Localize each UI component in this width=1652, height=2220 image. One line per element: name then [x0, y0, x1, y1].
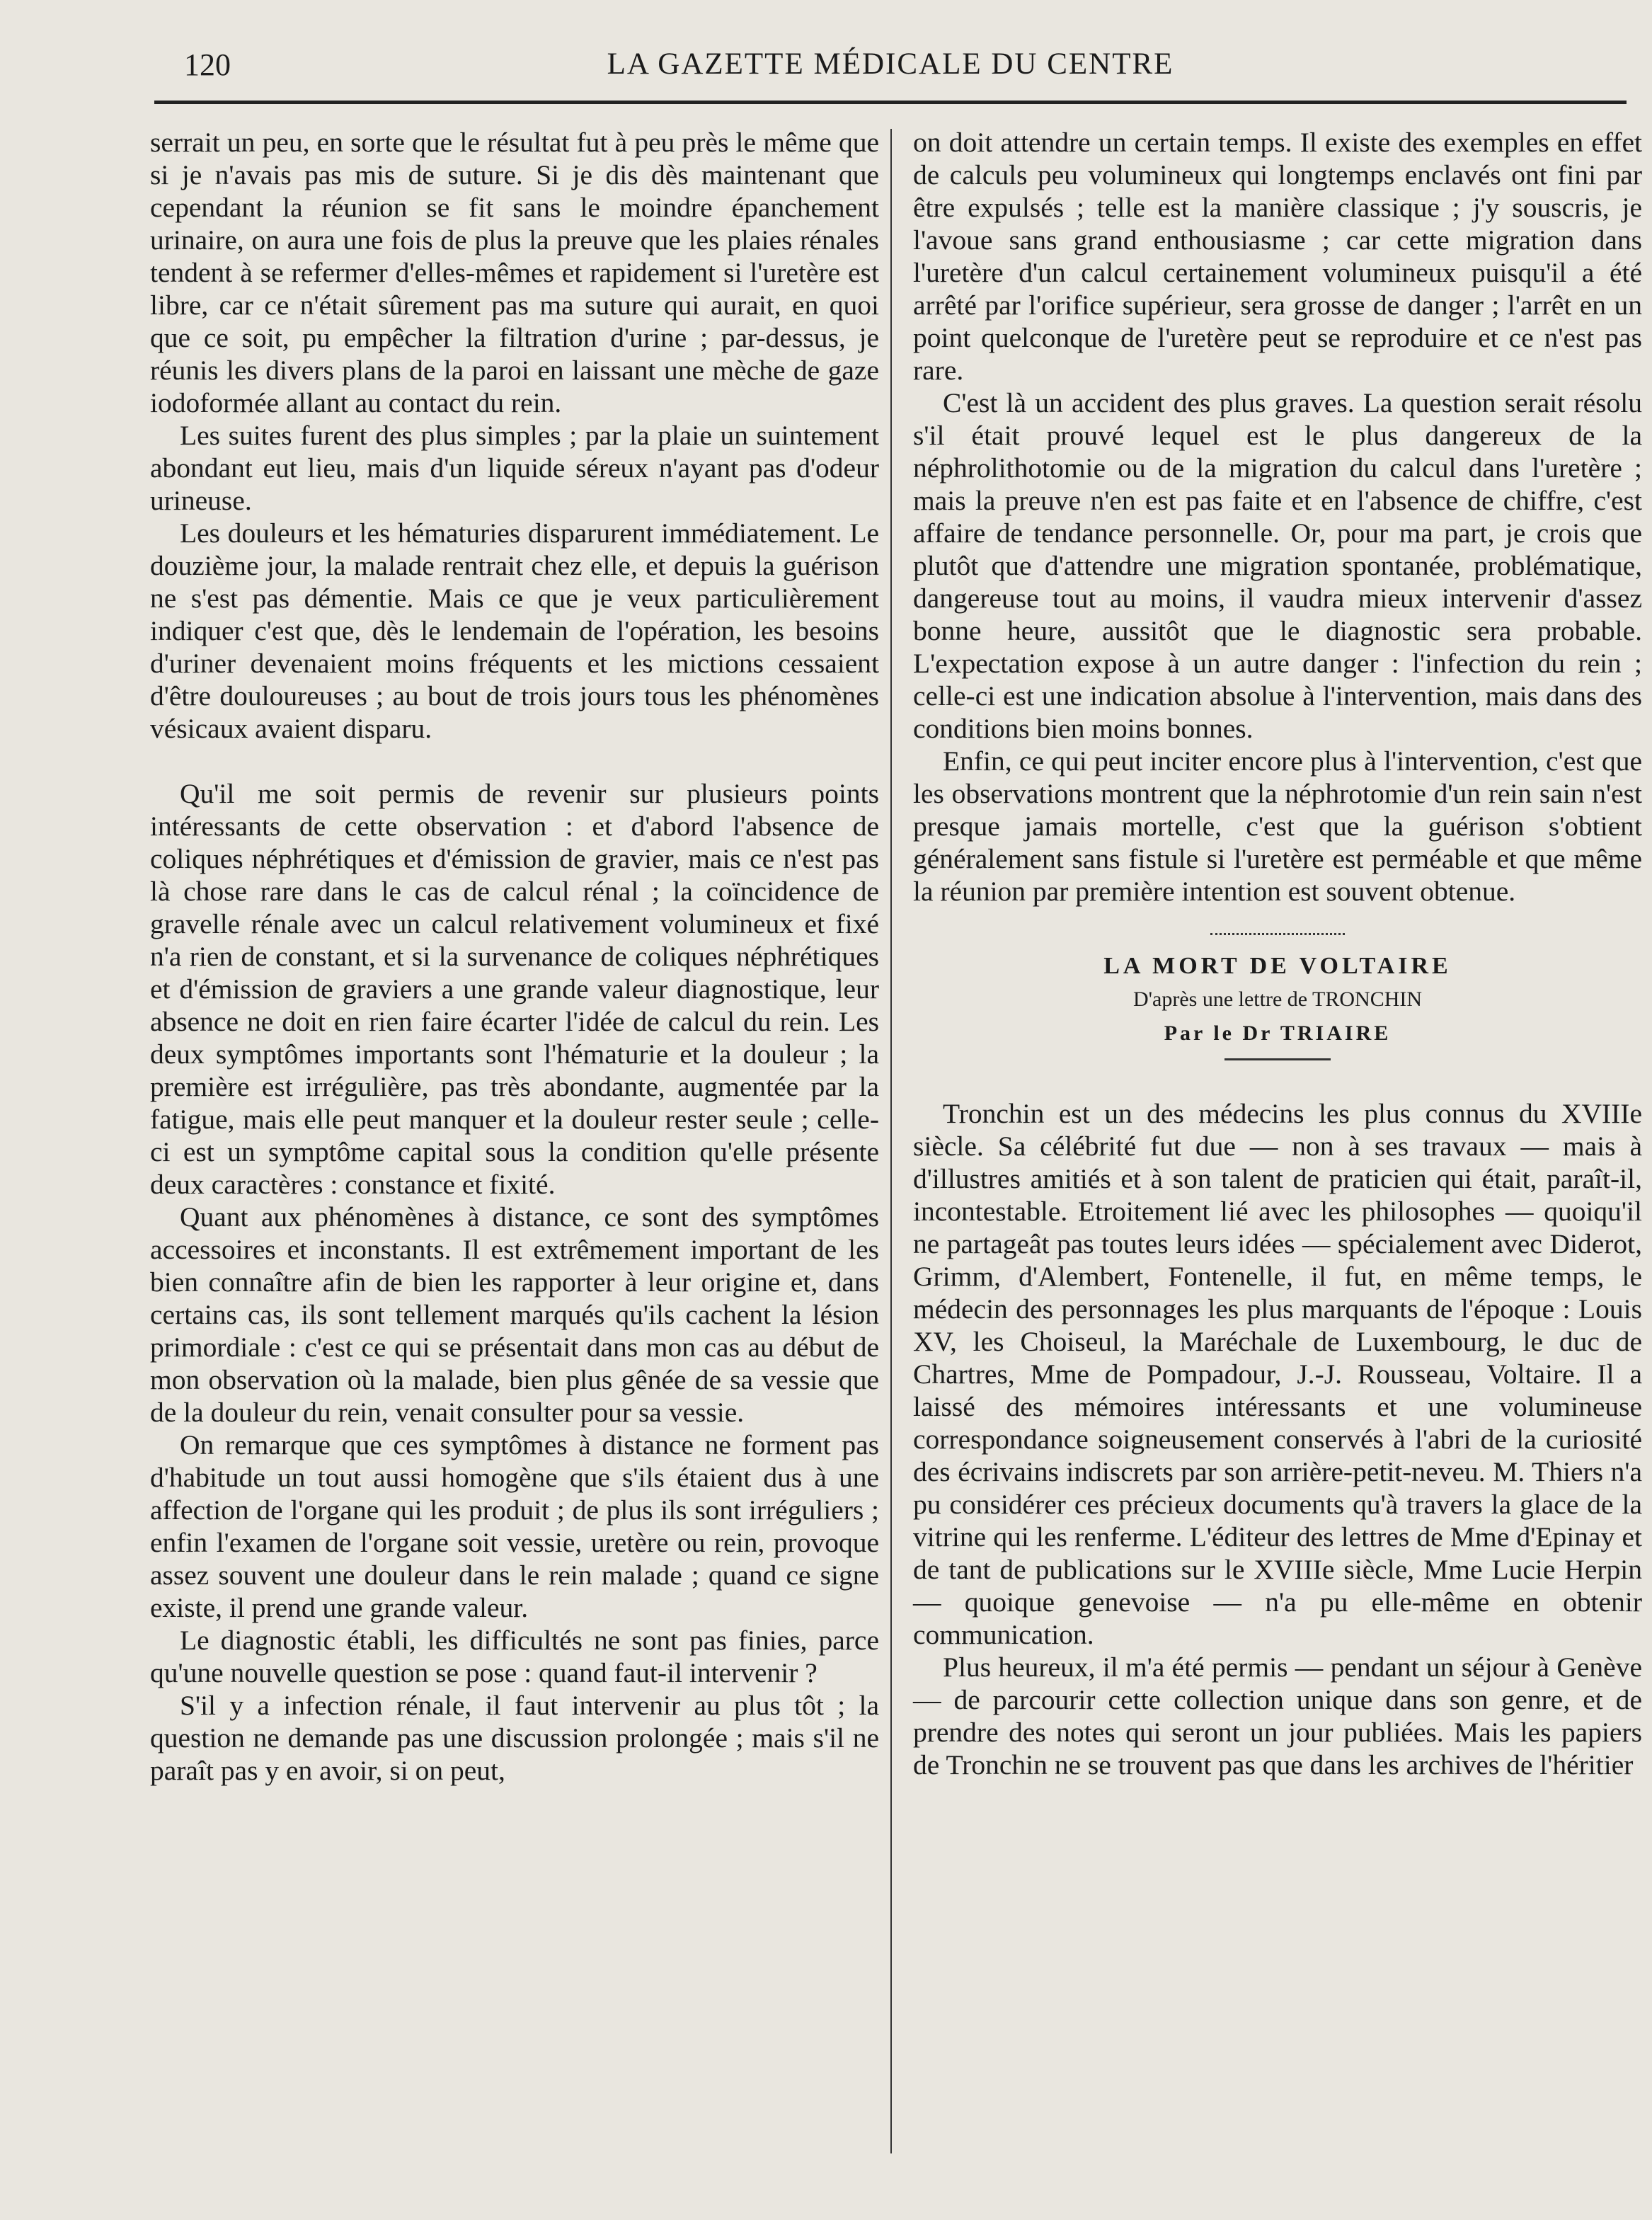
paragraph: Enfin, ce qui peut inciter encore plus à l'intervention, c'est que les observations montrent que la néphrotomie d'un rein sain n'est presque jamais mortelle, c'est que la guérison s'obtient généralement sans fistule si l'uretère est perméable et que même la réunion par première intention est souvent obtenue.	[913, 745, 1642, 907]
paragraph: S'il y a infection rénale, il faut intervenir au plus tôt ; la question ne demande pas une discussion prolongée ; mais s'il ne paraît pas y en avoir, si on peut,	[150, 1690, 879, 1786]
journal-title: LA GAZETTE MÉDICALE DU CENTRE	[607, 47, 1174, 81]
paragraph: Tronchin est un des médecins les plus connus du XVIIIe siècle. Sa célébrité fut due — non à ses travaux — mais à d'illustres amitiés et à son talent de praticien qui était, paraît-il, incontestable. Etroitement lié avec les philosophes — quoiqu'il ne partageât pas toutes leurs idées — spécialement avec Diderot, Grimm, d'Alembert, Fontenelle, il fut, en même temps, le médecin des personnages les plus marquants de l'époque : Louis XV, les Choiseul, la Maréchale de Luxembourg, le duc de Chartres, Mme de Pompadour, J.-J. Rousseau, Voltaire. Il a laissé des mémoires intéressants et une volumineuse correspondance soigneusement conservés à l'abri de la curiosité des écrivains indiscrets par son arrière-petit-neveu. M. Thiers n'a pu considérer ces précieux documents qu'à travers la glace de la vitrine qui les renferme. L'éditeur des lettres de Mme d'Epinay et de tant de publications sur le XVIIIe siècle, Mme Lucie Herpin — quoique genevoise — n'a pu elle-même en obtenir communication.	[913, 1098, 1642, 1650]
page-header	[154, 45, 1627, 95]
header-rule	[154, 101, 1627, 104]
paragraph: Le diagnostic établi, les difficultés ne sont pas finies, parce qu'une nouvelle question se pose : quand faut-il intervenir ?	[150, 1625, 879, 1688]
section-ornament	[1210, 927, 1345, 935]
article-author: Par le Dr TRIAIRE	[1164, 1022, 1392, 1045]
paragraph: Qu'il me soit permis de revenir sur plusieurs points intéressants de cette observation : et d'abord l'absence de coliques néphrétiques et d'émission de gravier, mais ce n'est pas là chose rare dans le cas de calcul rénal ; la coïncidence de gravelle rénale avec un calcul relativement volumineux et fixé n'a rien de constant, et si la survenance de coliques néphrétiques et d'émission de graviers a une grande valeur diagnostique, leur absence ne doit en rien faire écarter l'idée de calcul du rein. Les deux symptômes importants sont l'hématurie et la douleur ; la première est irrégulière, pas très abondante, augmentée par la fatigue, mais elle peut manquer et la douleur rester seule ; celle-ci est un symptôme capital sous la condition qu'elle présente deux caractères : constance et fixité.	[150, 778, 879, 1200]
paragraph: serrait un peu, en sorte que le résultat fut à peu près le même que si je n'avais pas mis de suture. Si je dis dès maintenant que cependant la réunion se fit sans le moindre épanchement urinaire, on aura une fois de plus la preuve que les plaies rénales tendent à se refermer d'elles-mêmes et rapidement si l'uretère est libre, car ce n'était sûrement pas ma suture qui aurait, en quoi que ce soit, pu empêcher la filtration d'urine ; par-dessus, je réunis les divers plans de la paroi en laissant une mèche de gaze iodoformée allant au contact du rein.	[150, 127, 879, 418]
paragraph: Quant aux phénomènes à distance, ce sont des symptômes accessoires et inconstants. Il est extrêmement important de les bien connaître afin de bien les rapporter à leur origine et, dans certains cas, ils sont tellement marqués qu'ils cachent la lésion primordiale : c'est ce qui se présentait dans mon cas au début de mon observation où la malade, bien plus gênée de sa vessie que de la douleur du rein, venait consulter pour sa vessie.	[150, 1201, 879, 1428]
paragraph: On remarque que ces symptômes à distance ne forment pas d'habitude un tout aussi homogène que s'ils étaient dus à une affection de l'organe qui les produit ; de plus ils sont irréguliers ; enfin l'examen de l'organe soit vessie, uretère ou rein, provoque assez souvent une douleur dans le rein malade ; quand ce signe existe, il prend une grande valeur.	[150, 1429, 879, 1623]
paragraph: Plus heureux, il m'a été permis — pendant un séjour à Genève — de parcourir cette collection unique dans son genre, et de prendre des notes qui seront un jour publiées. Mais les papiers de Tronchin ne se trouvent pas que dans les archives de l'héritier	[913, 1652, 1642, 1780]
column-divider	[890, 129, 892, 2153]
right-column	[913, 126, 1642, 1781]
page-number: 120	[184, 47, 231, 82]
paragraph: Les suites furent des plus simples ; par la plaie un suintement abondant eut lieu, mais d'un liquide séreux n'ayant pas d'odeur urineuse.	[150, 420, 879, 516]
article-rule	[1224, 1058, 1331, 1060]
paragraph-gap	[150, 745, 879, 777]
article-subtitle: D'après une lettre de TRONCHIN	[1132, 988, 1423, 1011]
paragraph: on doit attendre un certain temps. Il existe des exemples en effet de calculs peu volumineux qui longtemps enclavés ont fini par être expulsés ; telle est la manière classique ; j'y souscris, je l'avoue sans grand enthousiasme ; car cette migration dans l'uretère d'un calcul certainement volumineux puisqu'il a été arrêté par l'orifice supérieur, sera grosse de danger ; l'arrêt en un point quelconque de l'uretère peut se reproduire et ce n'est pas rare.	[913, 127, 1642, 386]
left-column	[150, 126, 879, 1787]
article-title: LA MORT DE VOLTAIRE	[1103, 953, 1452, 979]
paragraph: C'est là un accident des plus graves. La question serait résolu s'il était prouvé lequel est le plus dangereux de la néphrolithotomie ou de la migration du calcul dans l'uretère ; mais la preuve n'en est pas faite et en l'absence de chiffre, c'est affaire de tendance personnelle. Or, pour ma part, je crois que plutôt que d'attendre une migration spontanée, problématique, dangereuse tout au moins, il vaudra mieux intervenir d'assez bonne heure, aussitôt que le diagnostic sera probable. L'expectation expose à un autre danger : l'infection du rein ; celle-ci est une indication absolue à l'intervention, mais dans des conditions bien moins bonnes.	[913, 387, 1642, 744]
paragraph: Les douleurs et les hématuries disparurent immédiatement. Le douzième jour, la malade rentrait chez elle, et depuis la guérison ne s'est pas démentie. Mais ce que je veux particulièrement indiquer c'est que, dès le lendemain de l'opération, les besoins d'uriner devenaient moins fréquents et les mictions cessaient d'être douloureuses ; au bout de trois jours tous les phénomènes vésicaux avaient disparu.	[150, 517, 879, 744]
